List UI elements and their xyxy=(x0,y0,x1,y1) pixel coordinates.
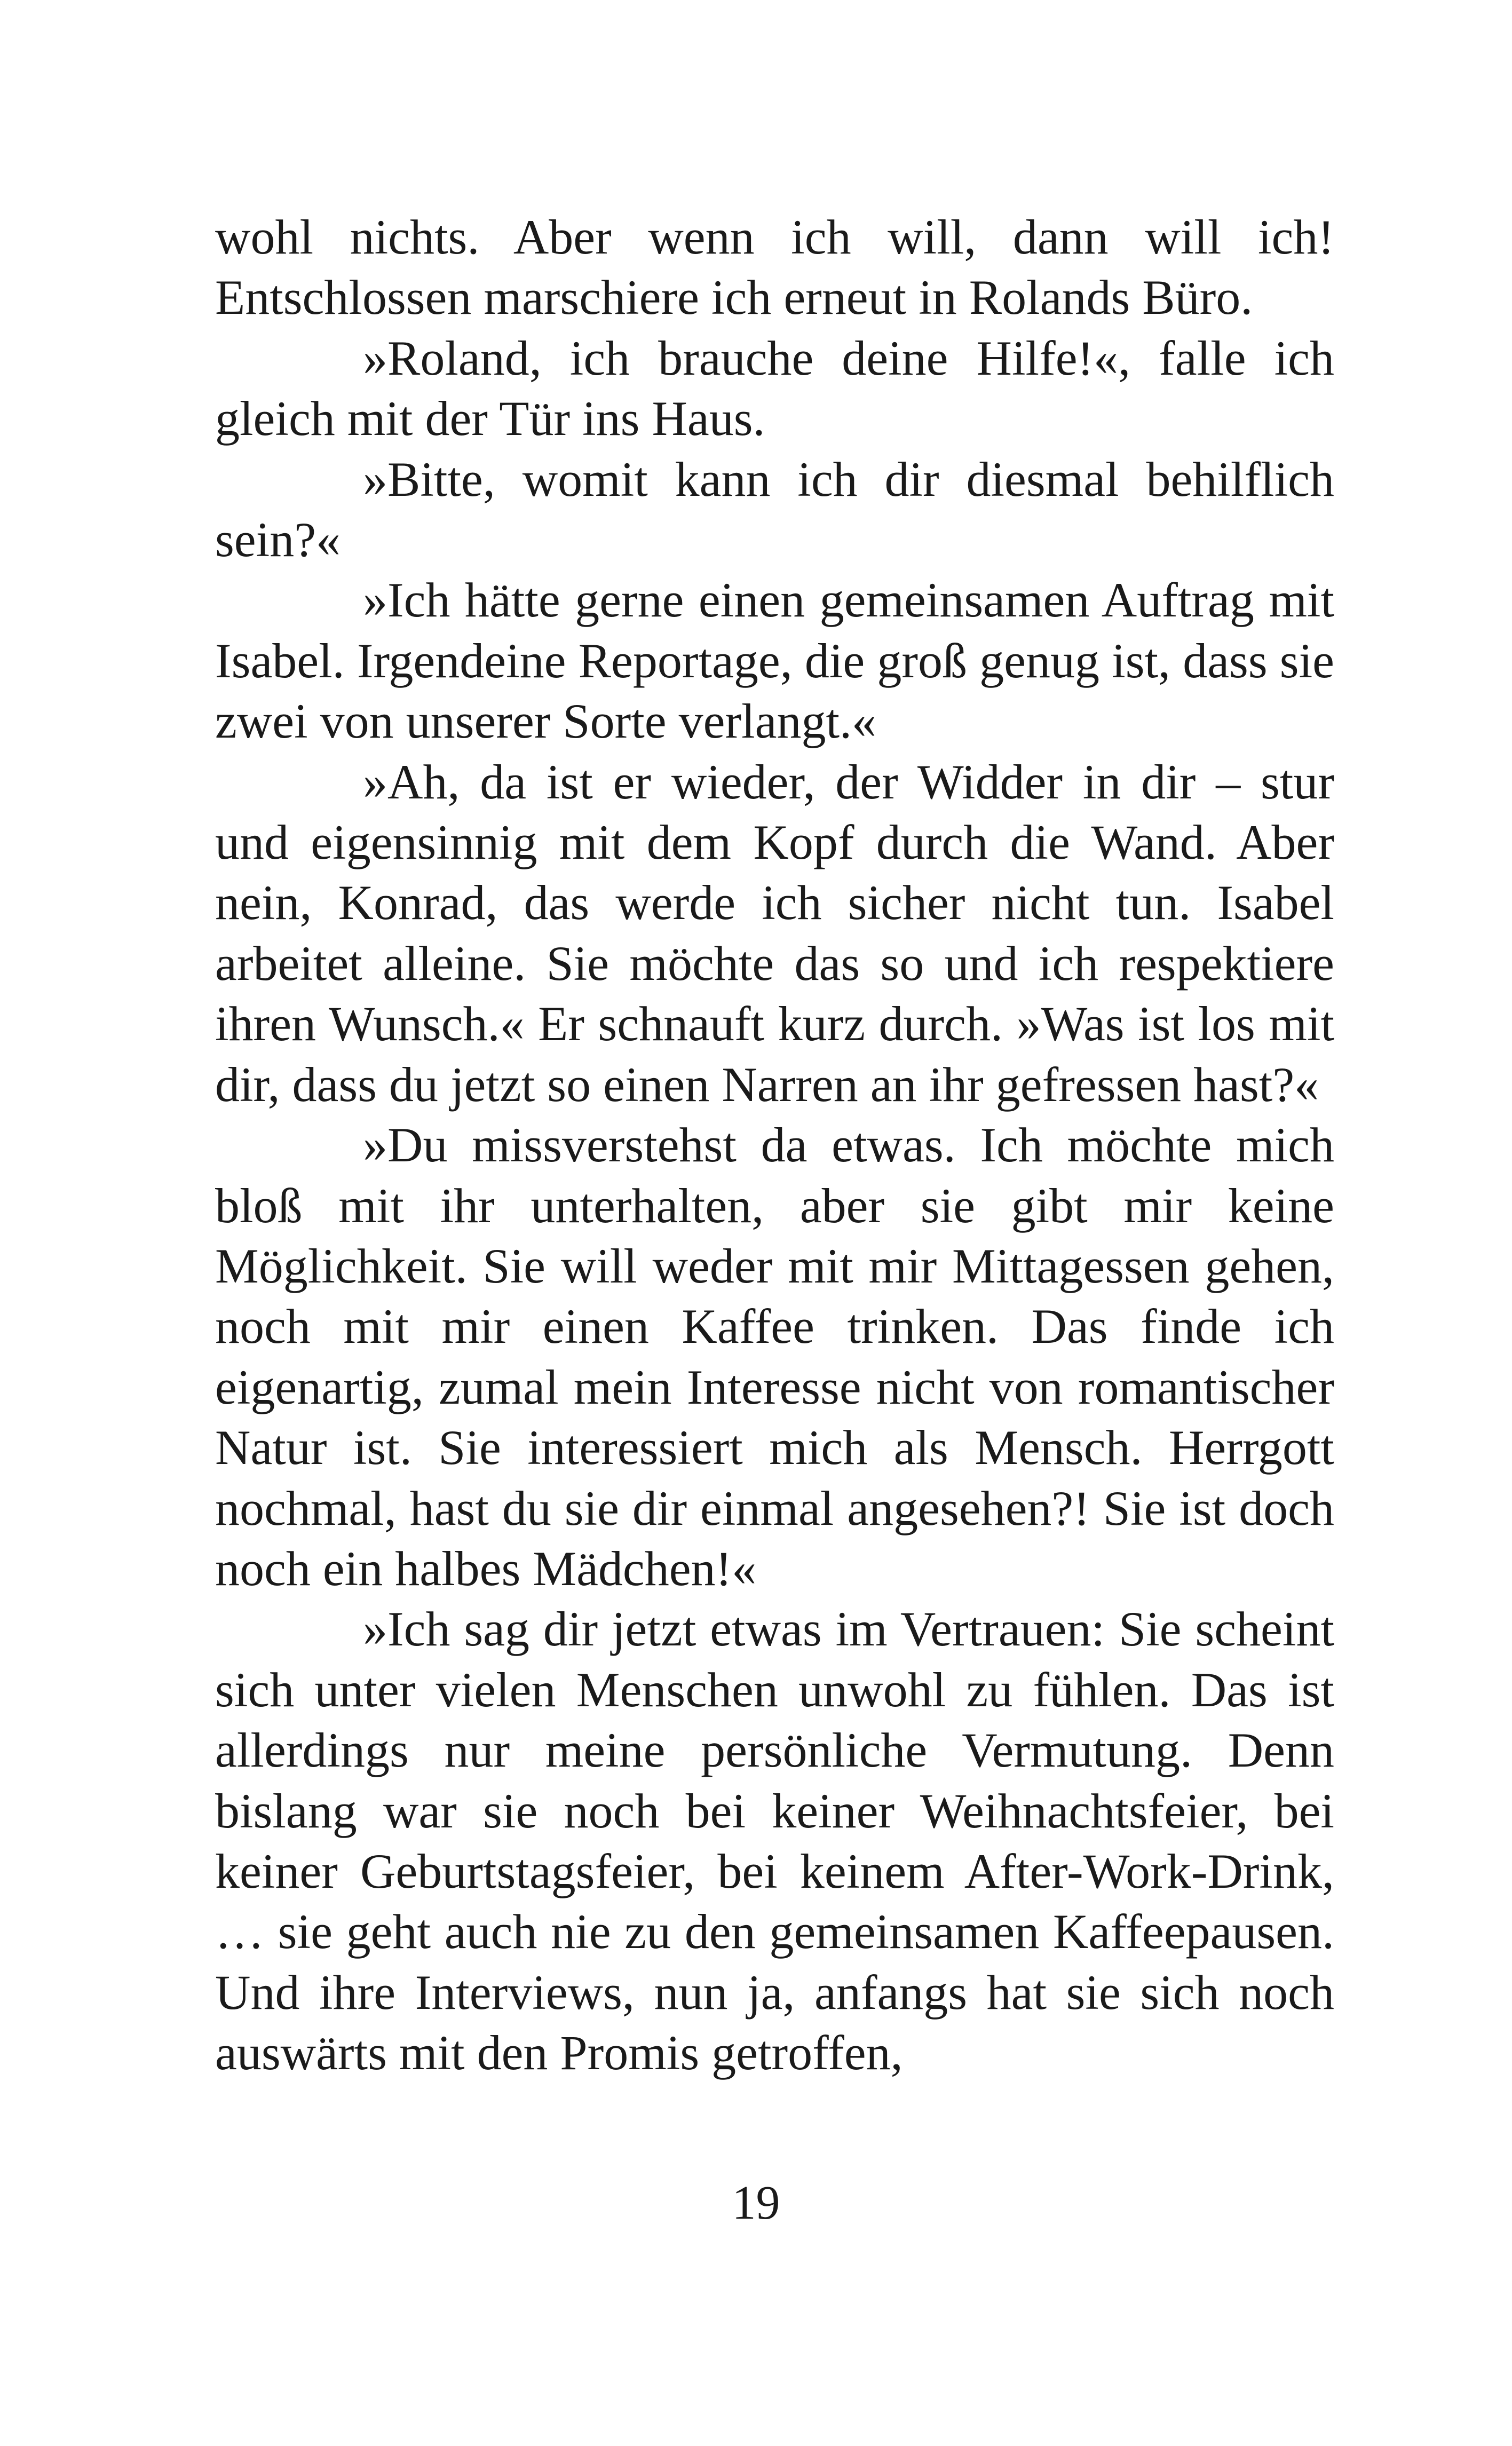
paragraph: »Roland, ich brauche deine Hilfe!«, falle ich gleich mit der Tür ins Haus. xyxy=(215,330,1334,446)
body-text xyxy=(215,207,1334,2084)
paragraph-continuation: wohl nichts. Aber wenn ich will, dann will ich! Entschlossen marschiere ich erneut in Rolands Büro. xyxy=(215,210,1334,325)
paragraph: »Ich hätte gerne einen gemeinsamen Auftrag mit Isabel. Irgendeine Reportage, die groß genug ist, dass sie zwei von unserer Sorte verlangt.« xyxy=(215,573,1334,749)
paragraph: »Ich sag dir jetzt etwas im Vertrauen: Sie scheint sich unter vielen Menschen unwohl zu fühlen. Das ist allerdings nur meine persönliche Vermutung. Denn bislang war sie noch bei keiner Weihnachtsfeier, bei keiner Geburtstagsfeier, bei keinem After-Work-Drink, … sie geht auch nie zu den gemeinsamen Kaffeepausen. Und ihre Interviews, nun ja, anfangs hat sie sich noch auswärts mit den Promis getroffen, xyxy=(215,1602,1334,2080)
paragraph: »Bitte, womit kann ich dir diesmal behilflich sein?« xyxy=(215,452,1334,567)
paragraph: »Ah, da ist er wieder, der Widder in dir – stur und eigensinnig mit dem Kopf durch die Wand. Aber nein, Konrad, das werde ich sicher nicht tun. Isabel arbeitet alleine. Sie möchte das so und ich respektiere ihren Wunsch.« Er schnauft kurz durch. »Was ist los mit dir, dass du jetzt so einen Narren an ihr gefressen hast?« xyxy=(215,754,1334,1112)
paragraph: »Du missverstehst da etwas. Ich möchte mich bloß mit ihr unterhalten, aber sie gibt mir keine Möglichkeit. Sie will weder mit mir Mittagessen gehen, noch mit mir einen Kaffee trinken. Das finde ich eigenartig, zumal mein Interesse nicht von romantischer Natur ist. Sie interessiert mich als Mensch. Herrgott nochmal, hast du sie dir einmal angesehen?! Sie ist doch noch ein halbes Mädchen!« xyxy=(215,1118,1334,1596)
page-number: 19 xyxy=(732,2176,780,2229)
